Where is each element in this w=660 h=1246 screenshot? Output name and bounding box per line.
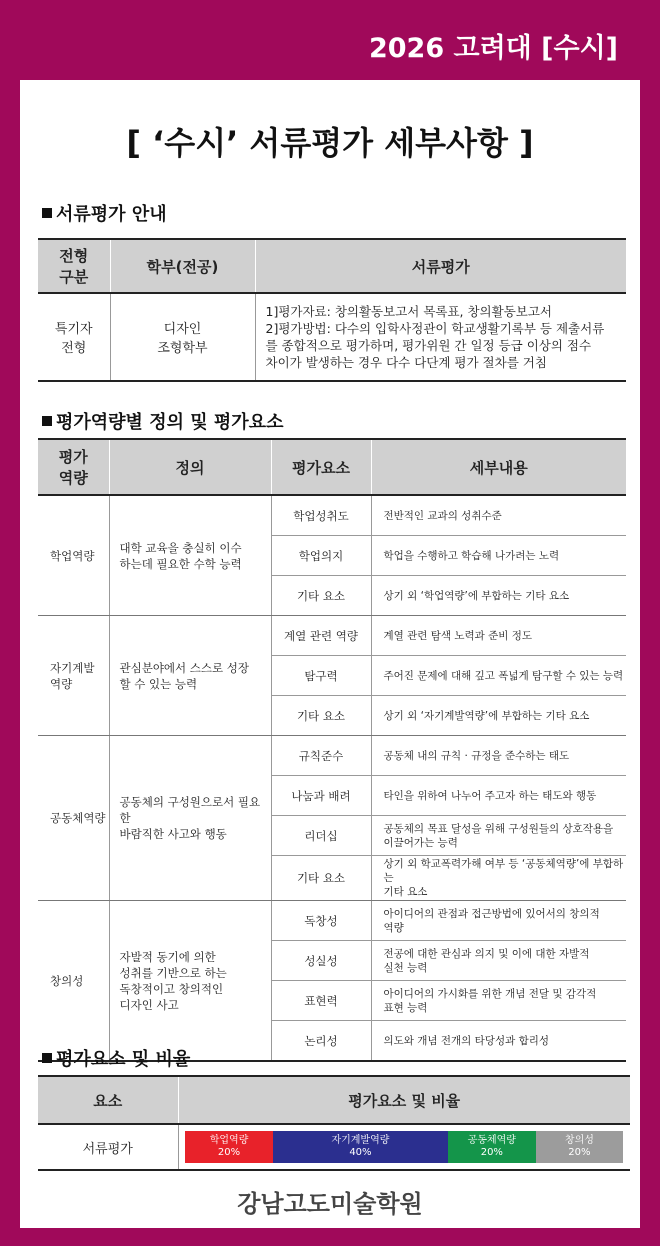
eval-line: 2]평가방법: 다수의 입학사정관이 학교생활기록부 등 제출서류	[265, 321, 605, 336]
ratio-segment	[185, 1131, 273, 1163]
segment-label: 학업역량	[209, 1135, 249, 1146]
table-row	[38, 736, 626, 776]
header-competency-text: 평가 역량	[58, 448, 88, 487]
header-element: 요소	[38, 1076, 178, 1124]
section1-heading: 서류평가 안내	[56, 204, 167, 225]
evaluation-element: 성실성	[271, 941, 371, 981]
evaluation-element: 표현력	[271, 981, 371, 1021]
section-heading-ratio	[42, 1045, 190, 1071]
department-cell	[110, 293, 255, 381]
evaluation-element: 학업성취도	[271, 495, 371, 536]
ratio-table	[38, 1075, 630, 1171]
competency-definition: 대학 교육을 충실히 이수 하는데 필요한 수학 능력	[109, 495, 271, 616]
element-detail: 상기 외 학교폭력가해 여부 등 ‘공동체역량’에 부합하는 기타 요소	[371, 856, 626, 901]
evaluation-element: 기타 요소	[271, 576, 371, 616]
ratio-bar	[185, 1131, 623, 1163]
evaluation-element: 탐구력	[271, 656, 371, 696]
table-row	[38, 901, 626, 941]
element-detail: 상기 외 ‘자기계발역량’에 부합하는 기타 요소	[371, 696, 626, 736]
header-competency	[38, 439, 109, 495]
evaluation-element: 기타 요소	[271, 696, 371, 736]
segment-value: 40%	[349, 1147, 372, 1158]
element-detail: 의도와 개념 전개의 타당성과 합리성	[371, 1021, 626, 1062]
table-row	[38, 616, 626, 656]
competency-definition: 공동체의 구성원으로서 필요한 바람직한 사고와 행동	[109, 736, 271, 901]
square-bullet-icon	[42, 208, 52, 218]
top-banner	[0, 0, 660, 80]
element-detail: 아이디어의 관점과 접근방법에 있어서의 창의적 역량	[371, 901, 626, 941]
evaluation-element: 기타 요소	[271, 856, 371, 901]
competency-table-body	[38, 495, 626, 1061]
competency-category: 자기계발 역량	[38, 616, 109, 736]
header-ratio: 평가요소 및 비율	[178, 1076, 630, 1124]
element-detail: 전반적인 교과의 성취수준	[371, 495, 626, 536]
table-header-row	[38, 1076, 630, 1124]
element-detail: 상기 외 ‘학업역량’에 부합하는 기타 요소	[371, 576, 626, 616]
section2-heading: 평가역량별 정의 및 평가요소	[56, 412, 284, 433]
segment-value: 20%	[217, 1147, 241, 1158]
table-header-row	[38, 239, 626, 293]
competency-definition: 관심분야에서 스스로 성장 할 수 있는 능력	[109, 616, 271, 736]
segment-label: 공동체역량	[467, 1135, 516, 1146]
square-bullet-icon	[42, 416, 52, 426]
section3-heading: 평가요소 및 비율	[56, 1049, 191, 1070]
document-guide-table	[38, 238, 626, 382]
segment-label: 자기계발역량	[331, 1135, 390, 1146]
eval-line: 차이가 발생하는 경우 다수 다단계 평가 절차를 거침	[265, 355, 547, 370]
evaluation-element: 리더십	[271, 816, 371, 856]
header-type	[38, 239, 110, 293]
evaluation-element: 논리성	[271, 1021, 371, 1062]
competency-category: 학업역량	[38, 495, 109, 616]
element-detail: 계열 관련 탐색 노력과 준비 정도	[371, 616, 626, 656]
header-eval: 서류평가	[255, 239, 626, 293]
row-label: 서류평가	[38, 1124, 178, 1170]
element-detail: 타인을 위하여 나누어 주고자 하는 태도와 행동	[371, 776, 626, 816]
ratio-segment	[536, 1131, 624, 1163]
evaluation-element: 규칙준수	[271, 736, 371, 776]
evaluation-element: 독창성	[271, 901, 371, 941]
header-type-text: 전형 구분	[59, 247, 89, 286]
segment-label: 창의성	[564, 1135, 594, 1146]
header-title: 2026 고려대 [수시]	[368, 33, 618, 64]
ratio-bar-cell	[178, 1124, 630, 1170]
footer-brand: 강남고도미술학원	[237, 1190, 423, 1218]
segment-value: 20%	[480, 1147, 503, 1158]
admission-type-cell	[38, 293, 110, 381]
segment-value: 20%	[568, 1147, 591, 1158]
page-title: [ ‘수시’ 서류평가 세부사항 ]	[126, 124, 534, 162]
table-header-row	[38, 439, 626, 495]
evaluation-cell	[255, 293, 626, 381]
table-row	[38, 1124, 630, 1170]
section-heading-competency	[42, 408, 283, 434]
department-text: 디자인 조형학부	[157, 322, 208, 356]
table-row	[38, 293, 626, 381]
header-element: 평가요소	[271, 439, 371, 495]
competency-definition: 자발적 동기에 의한 성취를 기반으로 하는 독창적이고 창의적인 디자인 사고	[109, 901, 271, 1062]
element-detail: 공동체 내의 규칙 · 규정을 준수하는 태도	[371, 736, 626, 776]
admission-type-text: 특기자 전형	[54, 322, 93, 356]
element-detail: 학업을 수행하고 학습해 나가려는 노력	[371, 536, 626, 576]
competency-category: 창의성	[38, 901, 109, 1062]
eval-line: 1]평가자료: 창의활동보고서 목록표, 창의활동보고서	[265, 304, 553, 319]
ratio-segment	[448, 1131, 536, 1163]
element-detail: 공동체의 목표 달성을 위해 구성원들의 상호작용을 이끌어가는 능력	[371, 816, 626, 856]
element-detail: 전공에 대한 관심과 의지 및 이에 대한 자발적 실천 능력	[371, 941, 626, 981]
competency-table	[38, 438, 626, 1062]
header-definition: 정의	[109, 439, 271, 495]
competency-category: 공동체역량	[38, 736, 109, 901]
header-dept: 학부(전공)	[110, 239, 255, 293]
element-detail: 주어진 문제에 대해 깊고 폭넓게 탐구할 수 있는 능력	[371, 656, 626, 696]
evaluation-element: 학업의지	[271, 536, 371, 576]
table-row	[38, 495, 626, 536]
header-detail: 세부내용	[371, 439, 626, 495]
eval-line: 를 종합적으로 평가하며, 평가위원 간 일정 등급 이상의 점수	[265, 338, 592, 353]
square-bullet-icon	[42, 1053, 52, 1063]
ratio-segment	[273, 1131, 448, 1163]
evaluation-element: 나눔과 배려	[271, 776, 371, 816]
section-heading-document-guide	[42, 200, 167, 226]
evaluation-element: 계열 관련 역량	[271, 616, 371, 656]
element-detail: 아이디어의 가시화를 위한 개념 전달 및 감각적 표현 능력	[371, 981, 626, 1021]
